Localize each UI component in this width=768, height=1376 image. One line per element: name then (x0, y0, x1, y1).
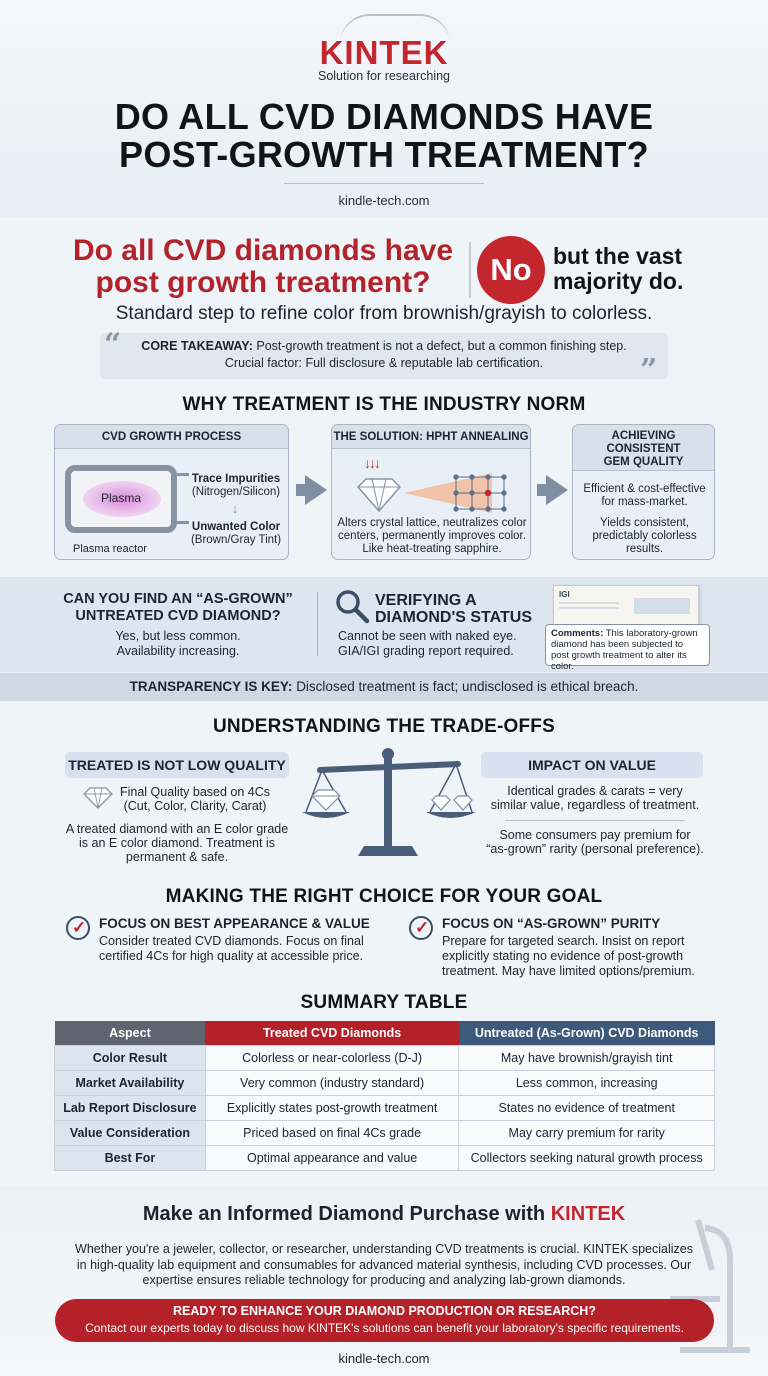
value-divider (505, 820, 685, 821)
footer-url[interactable]: kindle-tech.com (338, 1351, 430, 1366)
table-cell: Explicitly states post-growth treatment (205, 1095, 459, 1120)
appearance-choice-title: FOCUS ON BEST APPEARANCE & VALUE (99, 916, 370, 931)
footer-paragraph: Whether you're a jeweler, collector, or researcher, understanding CVD treatments is crucial. KINTEK specializes in high-quality lab equipment and consumables for advanced material synthesis, including CVD processes. Our expertise ensures reliable technology for producing and analyzing lab-grown diamonds. (75, 1242, 693, 1287)
table-header: Untreated (As-Grown) CVD Diamonds (459, 1021, 715, 1045)
page-title: DO ALL CVD DIAMONDS HAVE POST-GROWTH TREATMENT? (114, 96, 654, 175)
table-row (55, 1070, 715, 1095)
table-header: Aspect (55, 1021, 206, 1045)
as-grown-title: CAN YOU FIND AN “AS-GROWN” UNTREATED CVD DIAMOND? (63, 591, 293, 624)
table-row (55, 1095, 715, 1120)
takeaway-line1: Post-growth treatment is not a defect, but a common finishing step. (256, 339, 627, 353)
report-seal (634, 598, 690, 614)
band-divider (317, 592, 318, 656)
down-arrow-icon: ↓ (231, 501, 239, 516)
value-text-2: Some consumers pay premium for “as-grown” rarity (personal preference). (486, 828, 704, 856)
report-line (559, 602, 619, 604)
diamond-lattice-icon (352, 469, 512, 517)
cta-button[interactable] (55, 1299, 714, 1342)
question-divider (469, 242, 471, 298)
report-line (559, 607, 619, 609)
table-header: Treated CVD Diamonds (205, 1021, 459, 1045)
table-cell: May carry premium for rarity (459, 1120, 715, 1145)
four-cs-text: Final Quality based on 4Cs (Cut, Color, Clarity, Carat) (119, 785, 271, 813)
magnifier-icon (334, 588, 370, 624)
reactor-label: Plasma reactor (73, 543, 147, 555)
impurities-text: Trace Impurities (Nitrogen/Silicon) (191, 473, 281, 498)
footer-title: Make an Informed Diamond Purchase with KINTEK (142, 1203, 626, 1225)
quality-card-title: ACHIEVING CONSISTENT GEM QUALITY (573, 425, 714, 471)
hpht-solution-card (331, 424, 531, 560)
table-cell: Color Result (55, 1045, 206, 1070)
open-quote-icon: “ (104, 327, 122, 362)
quality-text-2: Yields consistent, predictably colorless results. (592, 517, 697, 555)
question-text: Do all CVD diamonds have post growth treatment? (72, 234, 454, 299)
report-comment-callout: Comments: This laboratory-grown diamond has been subjected to post growth treatment to alter its color. (545, 624, 710, 666)
color-text: Unwanted Color (Brown/Gray Tint) (190, 521, 282, 546)
tradeoffs-heading: UNDERSTANDING THE TRADE-OFFS (213, 716, 555, 737)
table-cell: Best For (55, 1145, 206, 1170)
core-takeaway (100, 327, 668, 388)
table-cell: Priced based on final 4Cs grade (205, 1120, 459, 1145)
logo: KINTEK (319, 34, 449, 71)
solution-card-title: THE SOLUTION: HPHT ANNEALING (332, 425, 530, 449)
takeaway-line2: Crucial factor: Full disclosure & reputable lab certification. (224, 356, 544, 370)
purity-choice-text: Prepare for targeted search. Insist on report explicitly stating no evidence of post-growth treatment. May have limited options/premium. (442, 934, 695, 978)
purity-choice-title: FOCUS ON “AS-GROWN” PURITY (442, 916, 661, 931)
pressure-arrows-icon: ↓↓↓ (364, 455, 379, 471)
summary-heading: SUMMARY TABLE (300, 992, 468, 1013)
table-cell: Less common, increasing (459, 1070, 715, 1095)
report-logo: IGI (559, 590, 570, 599)
growth-card-title: CVD GROWTH PROCESS (55, 425, 288, 449)
logo-tagline: Solution for researching (317, 69, 451, 83)
table-cell: States no evidence of treatment (459, 1095, 715, 1120)
quality-text-1: Efficient & cost-effective for mass-market. (583, 483, 706, 508)
verify-title: VERIFYING A DIAMOND'S STATUS (375, 592, 532, 626)
as-grown-text: Yes, but less common. Availability increasing. (115, 629, 241, 658)
checkmark-icon: ✓ (66, 916, 90, 940)
transparency-text: TRANSPARENCY IS KEY: Disclosed treatment is fact; undisclosed is ethical breach. (129, 679, 639, 694)
summary-table (54, 1021, 715, 1171)
arrow-right-icon (546, 475, 568, 505)
close-quote-icon: ” (640, 353, 658, 388)
checkmark-icon: ✓ (409, 916, 433, 940)
table-cell: Value Consideration (55, 1120, 206, 1145)
gem-quality-card (572, 424, 715, 560)
header-url[interactable]: kindle-tech.com (338, 193, 430, 208)
value-text-1: Identical grades & carats = very similar value, regardless of treatment. (490, 784, 700, 812)
table-cell: Lab Report Disclosure (55, 1095, 206, 1120)
table-cell: Collectors seeking natural growth process (459, 1145, 715, 1170)
table-cell: Market Availability (55, 1070, 206, 1095)
arrow-right-icon (305, 475, 327, 505)
plasma-reactor-icon (65, 465, 177, 533)
plasma-label: Plasma (100, 491, 141, 505)
choice-heading: MAKING THE RIGHT CHOICE FOR YOUR GOAL (165, 886, 603, 907)
value-impact-title: IMPACT ON VALUE (481, 752, 703, 778)
question-subtitle: Standard step to refine color from brownish/grayish to colorless. (115, 303, 653, 324)
treated-quality-title: TREATED IS NOT LOW QUALITY (65, 752, 289, 778)
verify-text: Cannot be seen with naked eye. GIA/IGI grading report required. (338, 629, 517, 658)
table-cell: Colorless or near-colorless (D-J) (205, 1045, 459, 1070)
table-cell: May have brownish/grayish tint (459, 1045, 715, 1070)
table-cell: Optimal appearance and value (205, 1145, 459, 1170)
solution-text: Alters crystal lattice, neutralizes color centers, permanently improves color. Like heat-treating sapphire. (337, 517, 527, 555)
takeaway-label: CORE TAKEAWAY: (141, 339, 253, 353)
title-divider (284, 183, 484, 184)
appearance-choice-text: Consider treated CVD diamonds. Focus on final certified 4Cs for high quality at accessible price. (99, 934, 364, 963)
growth-process-card (54, 424, 289, 560)
table-header-row (55, 1021, 715, 1045)
balance-scale-icon (300, 740, 480, 865)
treated-grade-text: A treated diamond with an E color grade is an E color diamond. Treatment is permanent & safe. (65, 822, 289, 864)
table-row (55, 1045, 715, 1070)
answer-badge: No (477, 236, 545, 304)
table-row (55, 1145, 715, 1170)
table-cell: Very common (industry standard) (205, 1070, 459, 1095)
cta-title: READY TO ENHANCE YOUR DIAMOND PRODUCTION OR RESEARCH? (173, 1304, 596, 1318)
why-heading: WHY TREATMENT IS THE INDUSTRY NORM (182, 394, 586, 415)
table-row (55, 1120, 715, 1145)
answer-text: but the vast majority do. (553, 243, 684, 294)
cta-text: Contact our experts today to discuss how KINTEK's solutions can benefit your laboratory's specific requirements. (85, 1321, 684, 1335)
